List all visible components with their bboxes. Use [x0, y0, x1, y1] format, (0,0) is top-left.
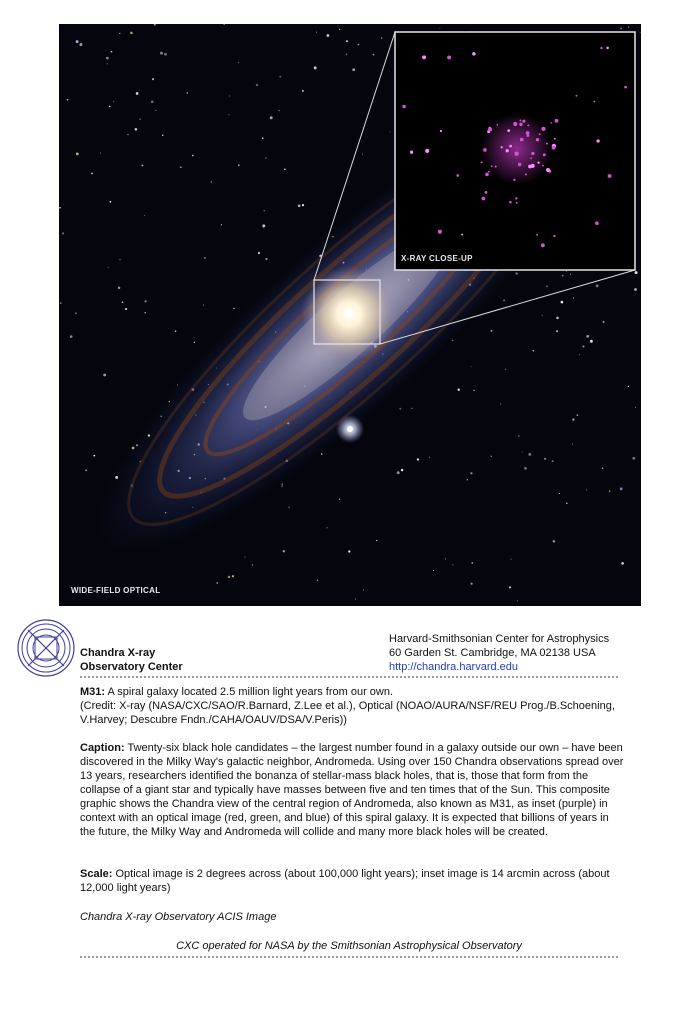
star — [265, 258, 267, 260]
xray-source — [513, 122, 517, 126]
star — [113, 101, 114, 102]
star — [401, 469, 403, 471]
xray-source — [522, 120, 525, 123]
xray-source — [518, 163, 521, 166]
star — [590, 340, 593, 343]
star — [135, 128, 138, 131]
star — [355, 599, 356, 600]
star — [628, 26, 629, 27]
xray-source — [552, 146, 556, 150]
star — [544, 458, 546, 460]
xray-source — [550, 122, 552, 124]
xray-source — [541, 243, 545, 247]
star — [533, 350, 534, 351]
star — [238, 164, 240, 166]
chandra-logo-icon — [15, 617, 77, 679]
star — [76, 153, 79, 156]
star — [524, 467, 527, 470]
star — [358, 44, 360, 46]
star — [452, 340, 453, 341]
star — [559, 493, 560, 494]
star — [635, 271, 638, 274]
header-divider — [80, 676, 618, 678]
star — [373, 54, 375, 56]
xray-source — [539, 133, 541, 135]
website-link[interactable]: http://chandra.harvard.edu — [389, 661, 519, 673]
xray-source — [519, 123, 522, 126]
xray-source — [402, 105, 406, 109]
m31-label: M31: — [80, 686, 106, 698]
wide-field-label: WIDE-FIELD OPTICAL — [71, 586, 161, 595]
star — [263, 227, 264, 228]
footer-note: CXC operated for NASA by the Smithsonian Astrophysical Observatory — [176, 940, 522, 952]
star — [221, 224, 222, 225]
xray-source — [527, 124, 529, 126]
star — [503, 299, 505, 301]
xray-source — [531, 152, 534, 155]
org-name-line2: Observatory Center — [80, 661, 183, 673]
star — [609, 490, 611, 492]
star — [258, 252, 260, 254]
xray-source — [507, 129, 510, 132]
star — [302, 90, 304, 92]
scale-label: Scale: — [80, 868, 113, 880]
star — [262, 224, 265, 227]
xray-source — [596, 139, 599, 142]
star — [470, 472, 472, 474]
star — [187, 92, 188, 93]
star — [154, 24, 156, 26]
star — [75, 312, 77, 314]
star — [471, 583, 473, 585]
star — [119, 33, 120, 34]
star — [232, 575, 234, 577]
star — [211, 181, 212, 182]
star — [452, 564, 453, 565]
star — [346, 40, 348, 42]
star — [265, 157, 266, 158]
star — [491, 330, 493, 332]
star — [160, 52, 163, 55]
xray-source — [501, 146, 503, 148]
xray-source — [513, 179, 515, 181]
star — [130, 32, 133, 35]
star — [546, 285, 548, 287]
star — [583, 346, 585, 348]
star — [108, 267, 109, 268]
xray-source — [520, 138, 524, 142]
xray-source — [506, 149, 509, 152]
star — [471, 366, 472, 367]
xray-source — [485, 191, 488, 194]
star — [244, 556, 245, 557]
star — [326, 527, 327, 528]
xray-closeup-label: X-RAY CLOSE-UP — [401, 254, 473, 263]
star — [76, 40, 79, 43]
xray-source — [481, 161, 483, 163]
star — [270, 116, 273, 119]
xray-source — [606, 47, 609, 50]
image-credit: (Credit: X-ray (NASA/CXC/SAO/R.Barnard, Z.Lee et al.), Optical (NOAO/AURA/NSF/REU Prog./B.Schoening, V.Harvey; Descubre Fndn./CAHA/OAUV/DSA/V.Peris)) — [80, 700, 615, 726]
xray-source — [472, 52, 476, 56]
star — [628, 386, 629, 387]
star — [348, 550, 350, 552]
star — [175, 330, 177, 332]
star — [60, 302, 62, 304]
star — [228, 576, 230, 578]
star — [216, 582, 218, 584]
star — [282, 484, 283, 485]
m31-section — [80, 685, 625, 727]
xray-source — [425, 149, 429, 153]
star — [192, 155, 194, 157]
xray-source — [546, 168, 550, 172]
m31-description: A spiral galaxy located 2.5 million light years from our own. — [107, 686, 394, 698]
star — [363, 589, 364, 590]
star — [106, 57, 109, 60]
star — [603, 321, 605, 323]
caption-section — [80, 741, 625, 839]
star — [621, 562, 624, 565]
star — [572, 418, 574, 420]
star — [136, 92, 139, 95]
star — [103, 374, 106, 377]
star — [579, 354, 580, 355]
star — [67, 99, 69, 101]
xray-source — [495, 166, 497, 168]
star — [59, 207, 61, 209]
xray-source — [440, 130, 442, 132]
star — [223, 24, 225, 25]
star — [298, 205, 301, 208]
xray-source — [519, 119, 521, 121]
star — [399, 408, 401, 410]
xray-source — [536, 138, 539, 141]
star — [229, 95, 230, 96]
xray-source — [526, 131, 530, 135]
star — [262, 137, 264, 139]
org-address — [389, 632, 609, 674]
star — [204, 257, 206, 259]
star — [458, 389, 460, 391]
star — [264, 210, 265, 211]
xray-source — [554, 138, 556, 140]
instrument-note: Chandra X-ray Observatory ACIS Image — [80, 911, 277, 923]
org-name — [80, 646, 183, 674]
star — [439, 28, 440, 29]
caption-text: Twenty-six black hole candidates – the largest number found in a galaxy outside our own – have been discovered in the Milky Way's galactic neighbor, Andromeda. Using over 150 Chandra observations spread over 13 years, researchers identified the bonanza of stellar-mass black holes, that is, those that form from the collapse of a giant star and typically have masses between five and ten times that of the Sun. This composite graphic shows the Chandra view of the central region of Andromeda, also known as M31, as inset (purple) in context with an optical image (red, green, and blue) of this spiral galaxy. It is expected that billions of years in the future, the Milky Way and Andromeda will collide and many more black holes will be created. — [80, 742, 624, 838]
star — [542, 315, 543, 316]
star — [85, 469, 87, 471]
star — [327, 34, 330, 37]
star — [111, 51, 113, 53]
star — [144, 300, 146, 302]
xray-source — [525, 173, 527, 175]
star — [577, 414, 579, 416]
star — [346, 54, 347, 55]
org-name-line1: Chandra X-ray — [80, 647, 156, 659]
star — [352, 68, 355, 71]
xray-source — [536, 234, 538, 236]
star — [411, 408, 412, 409]
xray-source — [488, 171, 490, 173]
star — [109, 106, 111, 108]
star — [433, 570, 434, 571]
address-line2: 60 Garden St. Cambridge, MA 02138 USA — [389, 647, 596, 659]
xray-source — [481, 197, 485, 201]
star — [180, 166, 182, 168]
xray-source — [509, 145, 512, 148]
star — [561, 301, 564, 304]
xray-source — [514, 152, 518, 156]
star — [252, 564, 254, 566]
star — [145, 312, 146, 313]
star — [140, 119, 141, 120]
star — [445, 558, 446, 559]
xray-source — [541, 127, 545, 131]
star — [164, 53, 167, 56]
star — [321, 453, 323, 455]
xray-source — [438, 230, 442, 234]
star — [284, 169, 285, 170]
xray-source — [537, 162, 539, 164]
star — [110, 201, 112, 203]
star — [528, 453, 531, 456]
star — [596, 285, 599, 288]
star — [634, 288, 637, 291]
xray-source — [600, 47, 602, 49]
star — [376, 540, 377, 541]
address-line1: Harvard-Smithsonian Center for Astrophysics — [389, 633, 610, 645]
star — [127, 134, 128, 135]
xray-source — [543, 153, 546, 156]
star — [79, 43, 82, 46]
star — [362, 154, 363, 155]
xray-source — [488, 127, 492, 131]
star — [572, 444, 573, 445]
star — [566, 271, 567, 272]
xray-source — [595, 221, 599, 225]
star — [471, 562, 473, 564]
star — [152, 78, 154, 80]
star — [517, 600, 518, 601]
star — [91, 172, 93, 174]
star — [573, 297, 574, 298]
star — [566, 502, 568, 504]
star — [233, 308, 234, 309]
xray-source — [447, 55, 451, 59]
xray-source — [496, 124, 498, 126]
star — [279, 76, 281, 78]
star — [562, 275, 564, 277]
star — [381, 37, 383, 39]
star — [632, 457, 635, 460]
scale-section — [80, 867, 625, 895]
xray-source — [515, 197, 517, 199]
star — [586, 335, 589, 338]
star — [100, 153, 101, 154]
xray-source — [555, 119, 559, 123]
caption-label: Caption: — [80, 742, 125, 754]
xray-source — [491, 165, 493, 167]
star — [586, 490, 587, 491]
xray-source — [485, 173, 489, 177]
star — [155, 110, 156, 111]
star — [141, 164, 143, 166]
star — [640, 32, 641, 33]
star — [125, 308, 127, 310]
xray-source — [576, 95, 578, 97]
star — [556, 330, 558, 332]
star — [317, 580, 318, 581]
xray-source — [608, 174, 612, 178]
star — [429, 457, 430, 458]
star — [62, 232, 64, 234]
star — [339, 29, 340, 30]
star — [397, 471, 400, 474]
xray-source — [461, 234, 463, 236]
star — [602, 467, 604, 469]
xray-source — [410, 151, 413, 154]
star — [553, 540, 556, 543]
xray-source — [422, 55, 426, 59]
star — [522, 452, 523, 453]
andromeda-illustration — [59, 24, 641, 606]
footer-divider — [80, 956, 618, 958]
star — [144, 215, 145, 216]
star — [119, 259, 120, 260]
star — [620, 487, 623, 490]
star — [302, 204, 304, 206]
star — [620, 28, 622, 30]
star — [278, 110, 280, 112]
star — [228, 114, 229, 115]
xray-source — [483, 148, 487, 152]
star — [570, 274, 571, 275]
star — [556, 317, 559, 320]
star — [122, 301, 124, 303]
star — [511, 559, 512, 560]
scale-text: Optical image is 2 degrees across (about 100,000 light years); inset image is 14 arcmin across (about 12,000 light years) — [80, 868, 610, 894]
xray-source — [553, 235, 555, 237]
star — [107, 63, 108, 64]
star — [390, 131, 391, 132]
star — [509, 586, 511, 588]
star — [283, 550, 285, 552]
xray-source — [624, 86, 627, 89]
star — [194, 342, 196, 344]
xray-source — [516, 202, 518, 204]
star — [491, 456, 492, 457]
star — [151, 101, 154, 104]
xray-source — [530, 157, 532, 159]
star — [70, 335, 73, 338]
star — [256, 84, 258, 86]
star — [203, 305, 204, 306]
star — [316, 32, 317, 33]
star — [118, 287, 120, 289]
xray-source — [509, 201, 512, 204]
star — [635, 407, 636, 408]
star — [238, 62, 239, 63]
star — [467, 479, 468, 480]
xray-source — [542, 165, 544, 167]
star — [162, 135, 163, 136]
star — [93, 455, 95, 457]
xray-source — [546, 143, 548, 145]
star — [552, 460, 554, 462]
star — [281, 485, 282, 486]
star — [518, 435, 519, 436]
star — [515, 272, 517, 274]
xray-source — [456, 174, 459, 177]
xray-source — [528, 165, 532, 169]
star — [500, 403, 501, 404]
xray-source — [593, 100, 595, 102]
star — [473, 390, 474, 391]
star — [314, 66, 317, 69]
galaxy-composite-image — [59, 24, 641, 606]
star — [505, 369, 506, 370]
star — [289, 507, 290, 508]
star — [417, 458, 419, 460]
star — [339, 499, 340, 500]
